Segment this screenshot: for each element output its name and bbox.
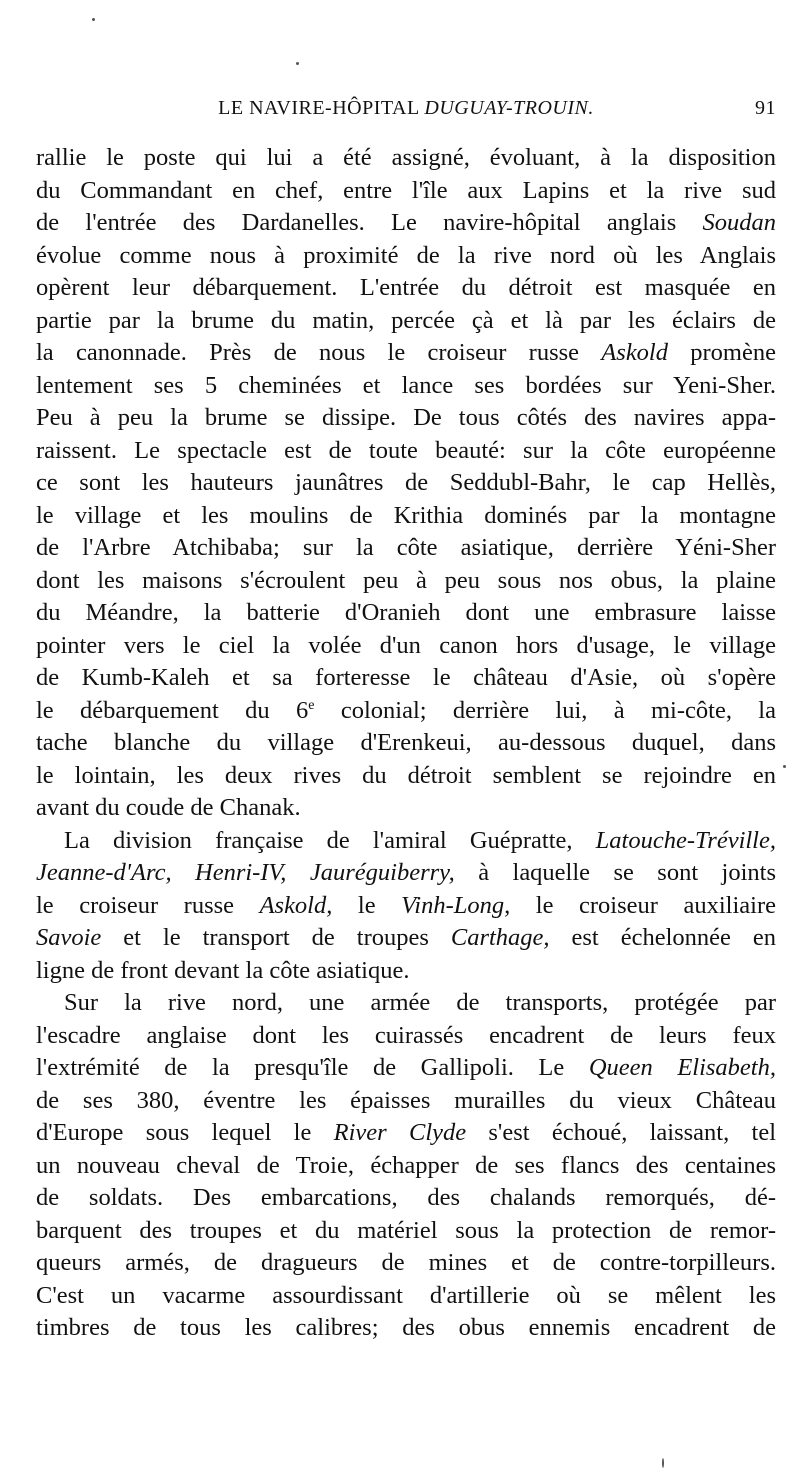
text-line <box>36 760 776 793</box>
text-run: le lointain, les deux rives du détroit semblent se rejoindre en <box>36 761 776 789</box>
text-run: de l'Arbre Atchibaba; sur la côte asiatique, derrière Yéni-Sher <box>36 534 776 561</box>
text-run: le débarquement du 6 <box>36 696 309 724</box>
text-run: ce sont les hauteurs jaunâtres de Seddubl-Bahr, le cap Hellès, <box>36 469 776 496</box>
text-line <box>36 565 776 598</box>
text-run: est échelonnée en <box>549 924 776 951</box>
text-run: de soldats. Des embarcations, des chalands remorqués, dé- <box>36 1184 776 1211</box>
text-line <box>36 207 776 240</box>
text-run: un nouveau cheval de Troie, échapper de ses flancs des centaines <box>36 1151 776 1179</box>
text-run: promène <box>668 339 776 366</box>
text-run: le croiseur russe <box>36 891 260 919</box>
text-line <box>36 662 776 695</box>
text-line <box>36 370 776 403</box>
text-line <box>36 727 776 760</box>
body-text <box>36 142 776 1345</box>
text-run: lentement ses 5 cheminées et lance ses bordées sur Yeni-Sher. <box>36 371 776 399</box>
text-line <box>36 142 776 175</box>
text-run: avant du coude de Chanak. <box>36 794 301 821</box>
text-line <box>36 630 776 663</box>
text-line <box>36 890 776 923</box>
text-run: Peu à peu la brume se dissipe. De tous côtés des navires appa- <box>36 404 776 431</box>
text-line <box>36 922 776 955</box>
italic-run: Vinh-Long, <box>401 891 511 919</box>
italic-run: Jeanne-d'Arc, Henri-IV, Jauréguiberry, <box>36 859 455 886</box>
text-run: opèrent leur débarquement. L'entrée du détroit est masquée en <box>36 274 776 301</box>
text-run: partie par la brume du matin, percée çà et là par les éclairs de <box>36 306 776 334</box>
page-number: 91 <box>755 97 776 119</box>
text-line <box>36 1020 776 1053</box>
text-run: dont les maisons s'écroulent peu à peu sous nos obus, la plaine <box>36 566 776 594</box>
running-head-caps: LE NAVIRE-HÔPITAL <box>218 97 425 119</box>
text-run: queurs armés, de dragueurs de mines et de contre-torpilleurs. <box>36 1249 776 1276</box>
text-run: rallie le poste qui lui a été assigné, évoluant, à la disposition <box>36 144 776 171</box>
text-line <box>36 337 776 370</box>
text-line <box>36 1247 776 1280</box>
text-line <box>36 857 776 890</box>
text-run: Sur la rive nord, une armée de transports, protégée par <box>64 989 776 1016</box>
italic-run: Latouche-Tréville, <box>595 826 776 854</box>
text-line <box>36 1215 776 1248</box>
text-line <box>36 1280 776 1313</box>
text-line <box>36 500 776 533</box>
text-run: de ses 380, éventre les épaisses murailles du vieux Château <box>36 1086 776 1114</box>
page-header <box>36 97 776 127</box>
text-run: évolue comme nous à proximité de la rive nord où les Anglais <box>36 241 776 269</box>
text-run: barquent des troupes et du matériel sous la protection de remor- <box>36 1216 776 1244</box>
italic-run: Askold, <box>259 891 333 919</box>
italic-run: Carthage, <box>450 924 550 951</box>
text-line <box>36 175 776 208</box>
running-head <box>36 97 776 120</box>
text-line <box>36 1182 776 1215</box>
running-head-ship-name: DUGUAY-TROUIN. <box>424 97 594 119</box>
text-line <box>36 272 776 305</box>
text-line <box>36 1052 776 1085</box>
text-run: le <box>332 891 402 919</box>
text-line <box>36 1085 776 1118</box>
text-run: timbres de tous les calibres; des obus ennemis encadrent de <box>36 1314 776 1341</box>
text-run: le village et les moulins de Krithia dominés par la montagne <box>36 501 776 529</box>
text-run: colonial; derrière lui, à mi-côte, la <box>314 696 776 724</box>
text-run: d'Europe sous lequel le <box>36 1119 334 1146</box>
text-run: du Méandre, la batterie d'Oranieh dont une embrasure laisse <box>36 599 776 626</box>
text-run: La division française de l'amiral Guépratte, <box>64 826 596 854</box>
text-line <box>36 240 776 273</box>
text-run: à laquelle se sont joints <box>454 859 777 886</box>
italic-run: River Clyde <box>333 1119 467 1146</box>
text-line <box>36 467 776 500</box>
text-line <box>36 597 776 630</box>
italic-run: Askold <box>601 339 668 366</box>
text-line <box>36 305 776 338</box>
text-run: du Commandant en chef, entre l'île aux Lapins et la rive sud <box>36 176 776 204</box>
italic-run: Soudan <box>702 209 776 236</box>
text-run: et le transport de troupes <box>101 924 451 951</box>
text-run: s'est échoué, laissant, tel <box>466 1119 776 1146</box>
italic-run: Savoie <box>36 924 102 951</box>
text-line <box>36 1312 776 1345</box>
superscript: e <box>308 697 315 713</box>
text-line <box>36 695 776 728</box>
print-speck <box>92 18 95 21</box>
text-run: pointer vers le ciel la volée d'un canon hors d'usage, le village <box>36 631 776 659</box>
text-run: C'est un vacarme assourdissant d'artillerie où se mêlent les <box>36 1281 776 1309</box>
text-line <box>36 955 776 988</box>
text-run: ligne de front devant la côte asiatique. <box>36 956 410 984</box>
print-speck <box>296 62 299 65</box>
italic-run: Queen Elisabeth, <box>588 1054 776 1081</box>
text-line <box>36 825 776 858</box>
text-run: la canonnade. Près de nous le croiseur russe <box>36 339 602 366</box>
text-line <box>36 532 776 565</box>
text-run: raissent. Le spectacle est de toute beauté: sur la côte européenne <box>36 436 776 464</box>
text-line <box>36 402 776 435</box>
text-line <box>36 1117 776 1150</box>
text-run: l'extrémité de la presqu'île de Gallipoli. Le <box>36 1054 589 1081</box>
text-run: de Kumb-Kaleh et sa forteresse le château d'Asie, où s'opère <box>36 664 776 691</box>
text-line <box>36 435 776 468</box>
print-speck <box>783 765 786 768</box>
print-speck <box>662 1458 664 1468</box>
text-run: le croiseur auxiliaire <box>510 891 776 919</box>
text-line <box>36 987 776 1020</box>
text-line <box>36 792 776 825</box>
text-run: tache blanche du village d'Erenkeui, au-dessous duquel, dans <box>36 729 776 756</box>
text-run: l'escadre anglaise dont les cuirassés encadrent de leurs feux <box>36 1021 776 1049</box>
text-run: de l'entrée des Dardanelles. Le navire-hôpital anglais <box>36 209 703 236</box>
text-line <box>36 1150 776 1183</box>
